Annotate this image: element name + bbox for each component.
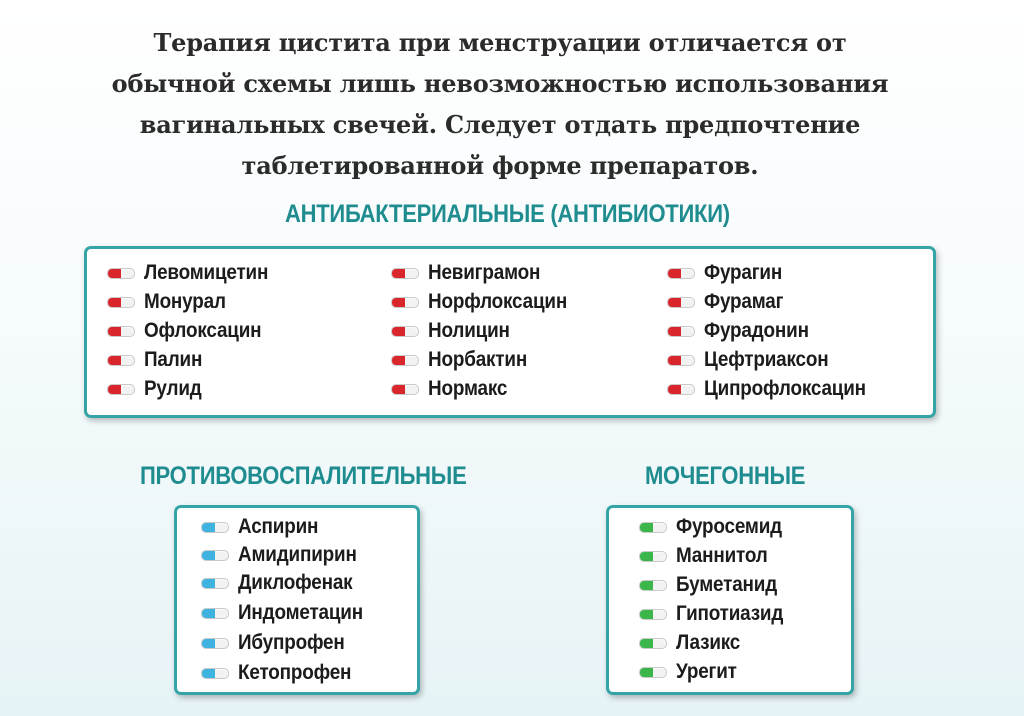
drug-name: Лазикс (676, 631, 741, 654)
diuretic-heading: МОЧЕГОННЫЕ (645, 462, 806, 490)
list-item (201, 515, 327, 539)
drug-name: Рулид (144, 377, 202, 400)
drug-name: Невиграмон (428, 261, 541, 284)
drug-name: Маннитол (676, 544, 768, 567)
list-item (107, 319, 274, 343)
drug-name: Левомицетин (144, 261, 269, 284)
list-item (391, 348, 538, 372)
green-capsule-icon (639, 609, 667, 620)
red-capsule-icon (667, 326, 695, 337)
intro-line: таблетированной форме препаратов. (241, 151, 759, 180)
drug-name: Нормакс (428, 377, 508, 400)
list-item (639, 631, 747, 655)
list-item (667, 348, 842, 372)
drug-name: Амидипирин (238, 543, 357, 566)
list-item (667, 261, 791, 285)
list-item (201, 631, 356, 655)
list-item (639, 515, 794, 539)
list-item (107, 348, 209, 372)
drug-name: Цефтриаксон (704, 348, 829, 371)
drug-name: Буметанид (676, 573, 778, 596)
drug-name: Ибупрофен (238, 631, 345, 654)
green-capsule-icon (639, 551, 667, 562)
drug-name: Урегит (676, 660, 737, 683)
blue-capsule-icon (201, 522, 229, 533)
drug-name: Фурадонин (704, 319, 809, 342)
blue-capsule-icon (201, 638, 229, 649)
blue-capsule-icon (201, 550, 229, 561)
red-capsule-icon (391, 355, 419, 366)
drug-name: Гипотиазид (676, 602, 784, 625)
list-item (107, 377, 208, 401)
green-capsule-icon (639, 667, 667, 678)
diuretic-list-box (606, 505, 854, 695)
drug-name: Нолицин (428, 319, 510, 342)
list-item (667, 377, 884, 401)
drug-name: Индометацин (238, 601, 363, 624)
list-item (201, 601, 377, 625)
red-capsule-icon (391, 326, 419, 337)
list-item (639, 573, 788, 597)
red-capsule-icon (667, 297, 695, 308)
list-item (391, 261, 553, 285)
list-item (107, 261, 282, 285)
list-item (639, 660, 744, 684)
drug-name: Кетопрофен (238, 661, 352, 684)
drug-name: Палин (144, 348, 203, 371)
red-capsule-icon (667, 384, 695, 395)
red-capsule-icon (391, 268, 419, 279)
list-item (201, 543, 370, 567)
green-capsule-icon (639, 580, 667, 591)
drug-name: Норфлоксацин (428, 290, 568, 313)
green-capsule-icon (639, 638, 667, 649)
drug-name: Диклофенак (238, 571, 353, 594)
drug-name: Фурагин (704, 261, 783, 284)
list-item (201, 661, 364, 685)
drug-name: Ципрофлоксацин (704, 377, 866, 400)
intro-line: Терапия цистита при менструации отличается от (153, 28, 847, 57)
drug-name: Норбактин (428, 348, 528, 371)
drug-name: Офлоксацин (144, 319, 262, 342)
antiinflammatory-heading: ПРОТИВОВОСПАЛИТЕЛЬНЫЕ (140, 462, 467, 490)
red-capsule-icon (391, 297, 419, 308)
list-item (391, 377, 516, 401)
list-item (391, 290, 583, 314)
red-capsule-icon (667, 355, 695, 366)
blue-capsule-icon (201, 578, 229, 589)
antibacterial-list-box (84, 246, 936, 418)
red-capsule-icon (107, 268, 135, 279)
intro-line: вагинальных свечей. Следует отдать предпочтение (139, 110, 861, 139)
list-item (667, 290, 792, 314)
blue-capsule-icon (201, 608, 229, 619)
intro-text (60, 22, 940, 186)
red-capsule-icon (107, 355, 135, 366)
list-item (639, 544, 778, 568)
drug-name: Монурал (144, 290, 226, 313)
green-capsule-icon (639, 522, 667, 533)
list-item (391, 319, 519, 343)
red-capsule-icon (667, 268, 695, 279)
drug-name: Фурамаг (704, 290, 784, 313)
red-capsule-icon (107, 297, 135, 308)
red-capsule-icon (391, 384, 419, 395)
red-capsule-icon (107, 384, 135, 395)
list-item (107, 290, 235, 314)
intro-line: обычной схемы лишь невозможностью использования (111, 69, 889, 98)
list-item (201, 571, 365, 595)
drug-name: Фуросемид (676, 515, 782, 538)
blue-capsule-icon (201, 668, 229, 679)
list-item (639, 602, 795, 626)
red-capsule-icon (107, 326, 135, 337)
list-item (667, 319, 820, 343)
antiinflammatory-list-box (174, 505, 420, 695)
drug-name: Аспирин (238, 515, 319, 538)
antibacterial-heading: АНТИБАКТЕРИАЛЬНЫЕ (АНТИБИОТИКИ) (285, 200, 730, 228)
